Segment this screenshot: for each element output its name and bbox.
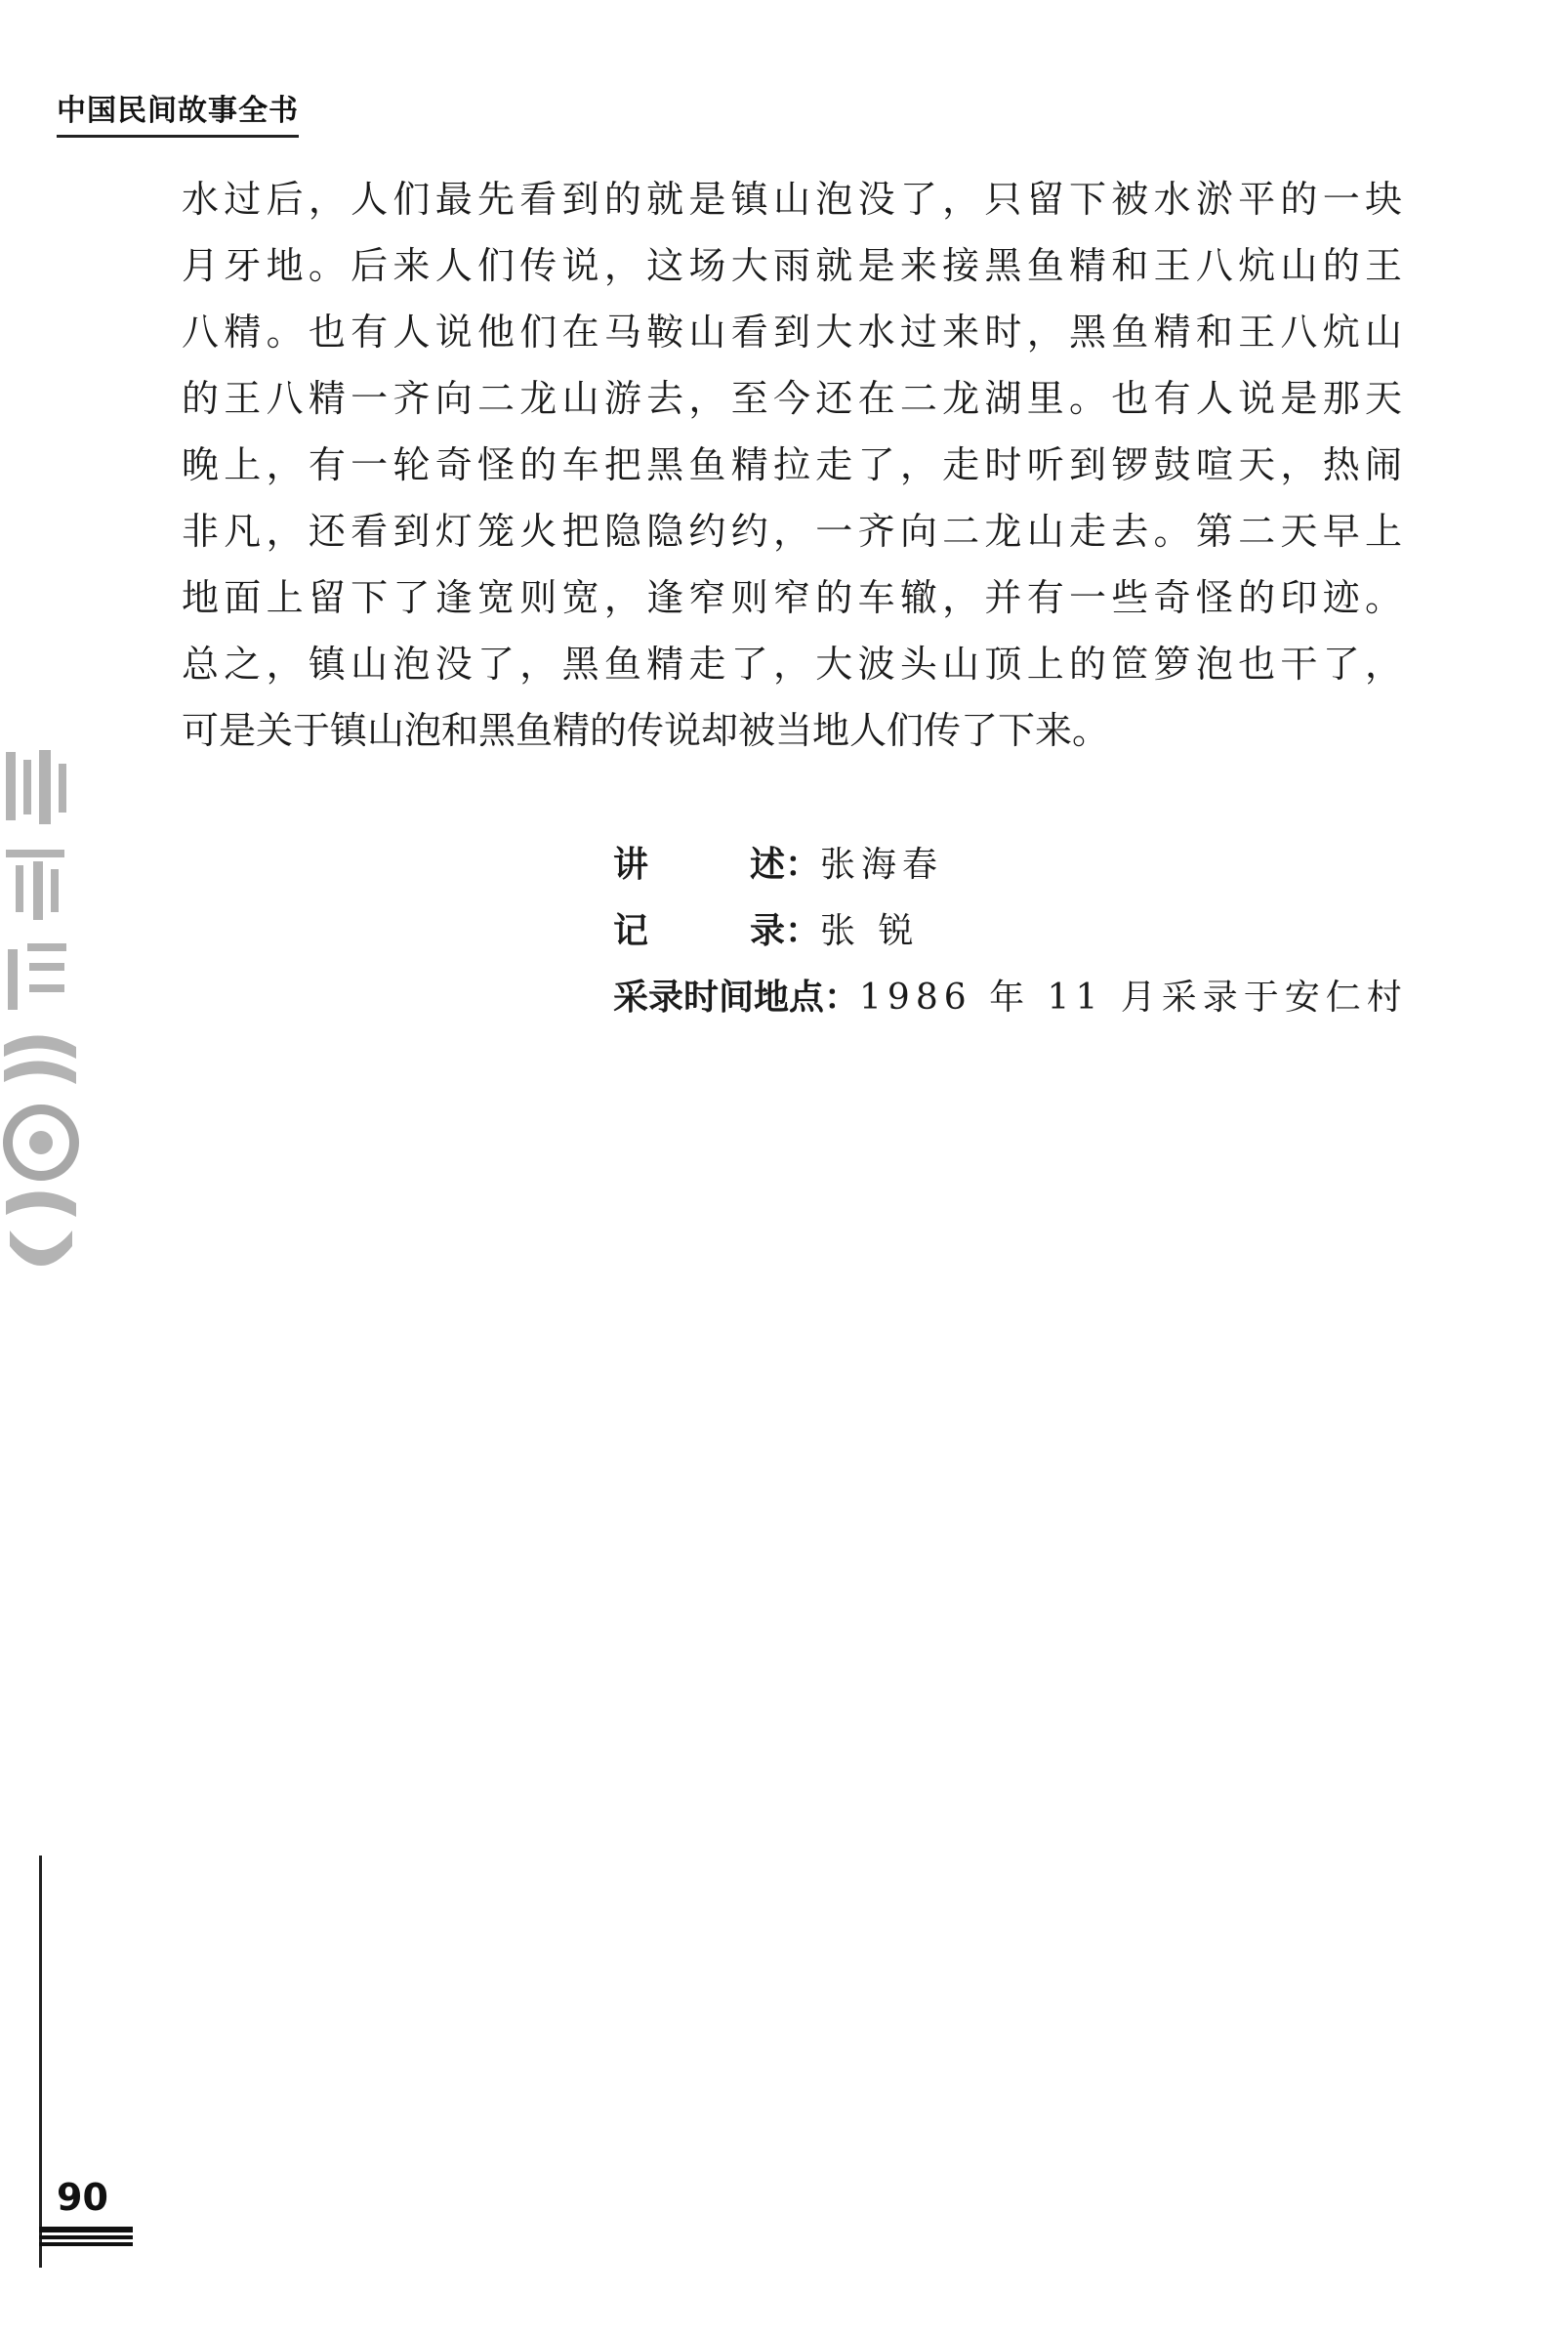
body-line: 月牙地。后来人们传说，这场大雨就是来接黑鱼精和王八炕山的王 <box>182 244 1402 287</box>
narrator-colon: ： <box>785 845 821 885</box>
narrator-value: 张海春 <box>820 845 944 885</box>
time-place-colon: ： <box>824 978 860 1018</box>
time-place-label: 采录时间地点 <box>613 978 825 1018</box>
body-line: 的王八精一齐向二龙山游去，至今还在二龙湖里。也有人说是那天 <box>182 377 1402 420</box>
body-line: 总之，镇山泡没了，黑鱼精走了，大波头山顶上的笸箩泡也干了， <box>182 643 1402 686</box>
margin-rule <box>39 1856 42 2268</box>
body-line: 非凡，还看到灯笼火把隐隐约约，一齐向二龙山走去。第二天早上 <box>182 510 1402 553</box>
body-line: 水过后，人们最先看到的就是镇山泡没了，只留下被水淤平的一块 <box>182 178 1402 221</box>
credit-time-place <box>613 965 1408 1031</box>
page-number-rule <box>39 2227 133 2256</box>
time-place-value: 1986 年 11 月采录于安仁村 <box>859 978 1408 1018</box>
page-number: 90 <box>57 2176 108 2219</box>
running-header <box>57 86 299 138</box>
story-body <box>182 166 1402 764</box>
narrator-label: 讲述 <box>613 845 785 885</box>
book-title: 中国民间故事全书 <box>57 94 299 128</box>
body-line: 地面上留下了逢宽则宽，逢窄则窄的车辙，并有一些奇怪的印迹。 <box>182 576 1402 619</box>
credit-narrator <box>613 832 1408 898</box>
side-ornament-decoration <box>0 742 80 1289</box>
recorder-colon: ： <box>785 911 821 951</box>
body-line: 可是关于镇山泡和黑鱼精的传说却被当地人们传了下来。 <box>182 709 1110 752</box>
credit-recorder <box>613 898 1408 965</box>
body-line: 晚上，有一轮奇怪的车把黑鱼精拉走了，走时听到锣鼓喧天，热闹 <box>182 443 1402 486</box>
recorder-label: 记录 <box>613 911 785 951</box>
credits-block <box>613 832 1408 1031</box>
body-line: 八精。也有人说他们在马鞍山看到大水过来时，黑鱼精和王八炕山 <box>182 311 1402 354</box>
recorder-value: 张 锐 <box>820 911 920 951</box>
